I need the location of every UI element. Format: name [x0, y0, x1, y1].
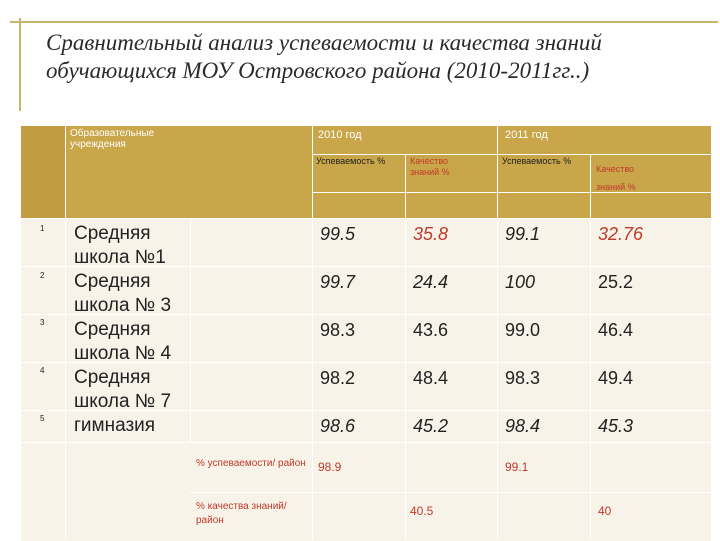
quality-2010-value: 48.4: [413, 368, 449, 388]
grid-line: [497, 126, 498, 218]
district-progress-label: % успеваемости/ район: [196, 458, 306, 469]
quality-2011-value: 32.76: [598, 224, 644, 244]
header-year-2010: 2010 год: [318, 129, 362, 141]
progress-2010-value: 98.2: [320, 368, 356, 388]
grid-line: [312, 154, 711, 155]
header-quality-2010: Качество знаний %: [410, 156, 450, 177]
grid-line: [190, 218, 191, 442]
progress-2011-value: 99.0: [505, 320, 541, 340]
school-name-line: школа № 4: [74, 343, 172, 364]
quality-2011-value: 49.4: [598, 368, 634, 388]
quality-2010-value: 24.4: [413, 272, 449, 292]
row-number: 2: [40, 271, 45, 280]
grid-line: [590, 154, 591, 218]
progress-2011-value: 100: [505, 272, 536, 292]
school-name-line: Средняя: [74, 319, 151, 340]
grid-line: [65, 126, 66, 218]
quality-2011-value: 45.3: [598, 416, 634, 436]
header-quality-2011: Качество знаний %: [596, 164, 636, 192]
district-quality-2011: 40: [598, 504, 612, 518]
quality-2010-value: 45.2: [413, 416, 449, 436]
progress-2010-value: 98.6: [320, 416, 356, 436]
header-institutions: Образовательные учреждения: [70, 128, 155, 150]
school-name-line: гимназия: [74, 415, 156, 436]
grid-line: [65, 218, 66, 540]
header-progress-2011: Успеваемость %: [502, 156, 572, 166]
title-line-1: Сравнительный анализ успеваемости и качества знаний: [46, 30, 602, 55]
progress-2011-value: 98.4: [505, 416, 541, 436]
quality-2010-value: 43.6: [413, 320, 449, 340]
grid-line: [312, 126, 313, 218]
school-name-line: Средняя: [74, 271, 151, 292]
grid-line: [405, 154, 406, 218]
district-quality-label: % качества знаний/ район: [196, 501, 287, 526]
row-number: 3: [40, 318, 45, 327]
district-quality-2010: 40.5: [410, 504, 434, 518]
header-year-2011: 2011 год: [505, 129, 548, 141]
progress-2010-value: 98.3: [320, 320, 356, 340]
quality-2011-value: 46.4: [598, 320, 634, 340]
school-name-line: школа №1: [74, 247, 166, 268]
progress-2011-value: 98.3: [505, 368, 541, 388]
page-title: [46, 29, 716, 85]
quality-2010-value: 35.8: [413, 224, 449, 244]
school-name-line: Средняя: [74, 367, 151, 388]
decorative-vertical-rule: [19, 18, 21, 111]
header-number-column: [21, 126, 65, 218]
title-line-2: обучающихся МОУ Островского района (2010-2011гг..): [46, 58, 590, 83]
progress-2010-value: 99.5: [320, 224, 356, 244]
district-progress-2010: 98.9: [318, 460, 342, 474]
district-progress-2011: 99.1: [505, 460, 529, 474]
row-number: 5: [40, 414, 45, 423]
grid-line: [190, 492, 711, 493]
school-name-line: школа № 7: [74, 391, 172, 412]
progress-2011-value: 99.1: [505, 224, 541, 244]
progress-2010-value: 99.7: [320, 272, 356, 292]
decorative-horizontal-rule: [10, 21, 718, 23]
header-progress-2010: Успеваемость %: [316, 156, 386, 166]
school-names-list: [74, 222, 171, 438]
row-number: 4: [40, 366, 45, 375]
quality-2011-value: 25.2: [598, 272, 634, 292]
school-name-line: Средняя: [74, 223, 151, 244]
row-number: 1: [40, 224, 45, 233]
school-name-line: школа № 3: [74, 295, 172, 316]
